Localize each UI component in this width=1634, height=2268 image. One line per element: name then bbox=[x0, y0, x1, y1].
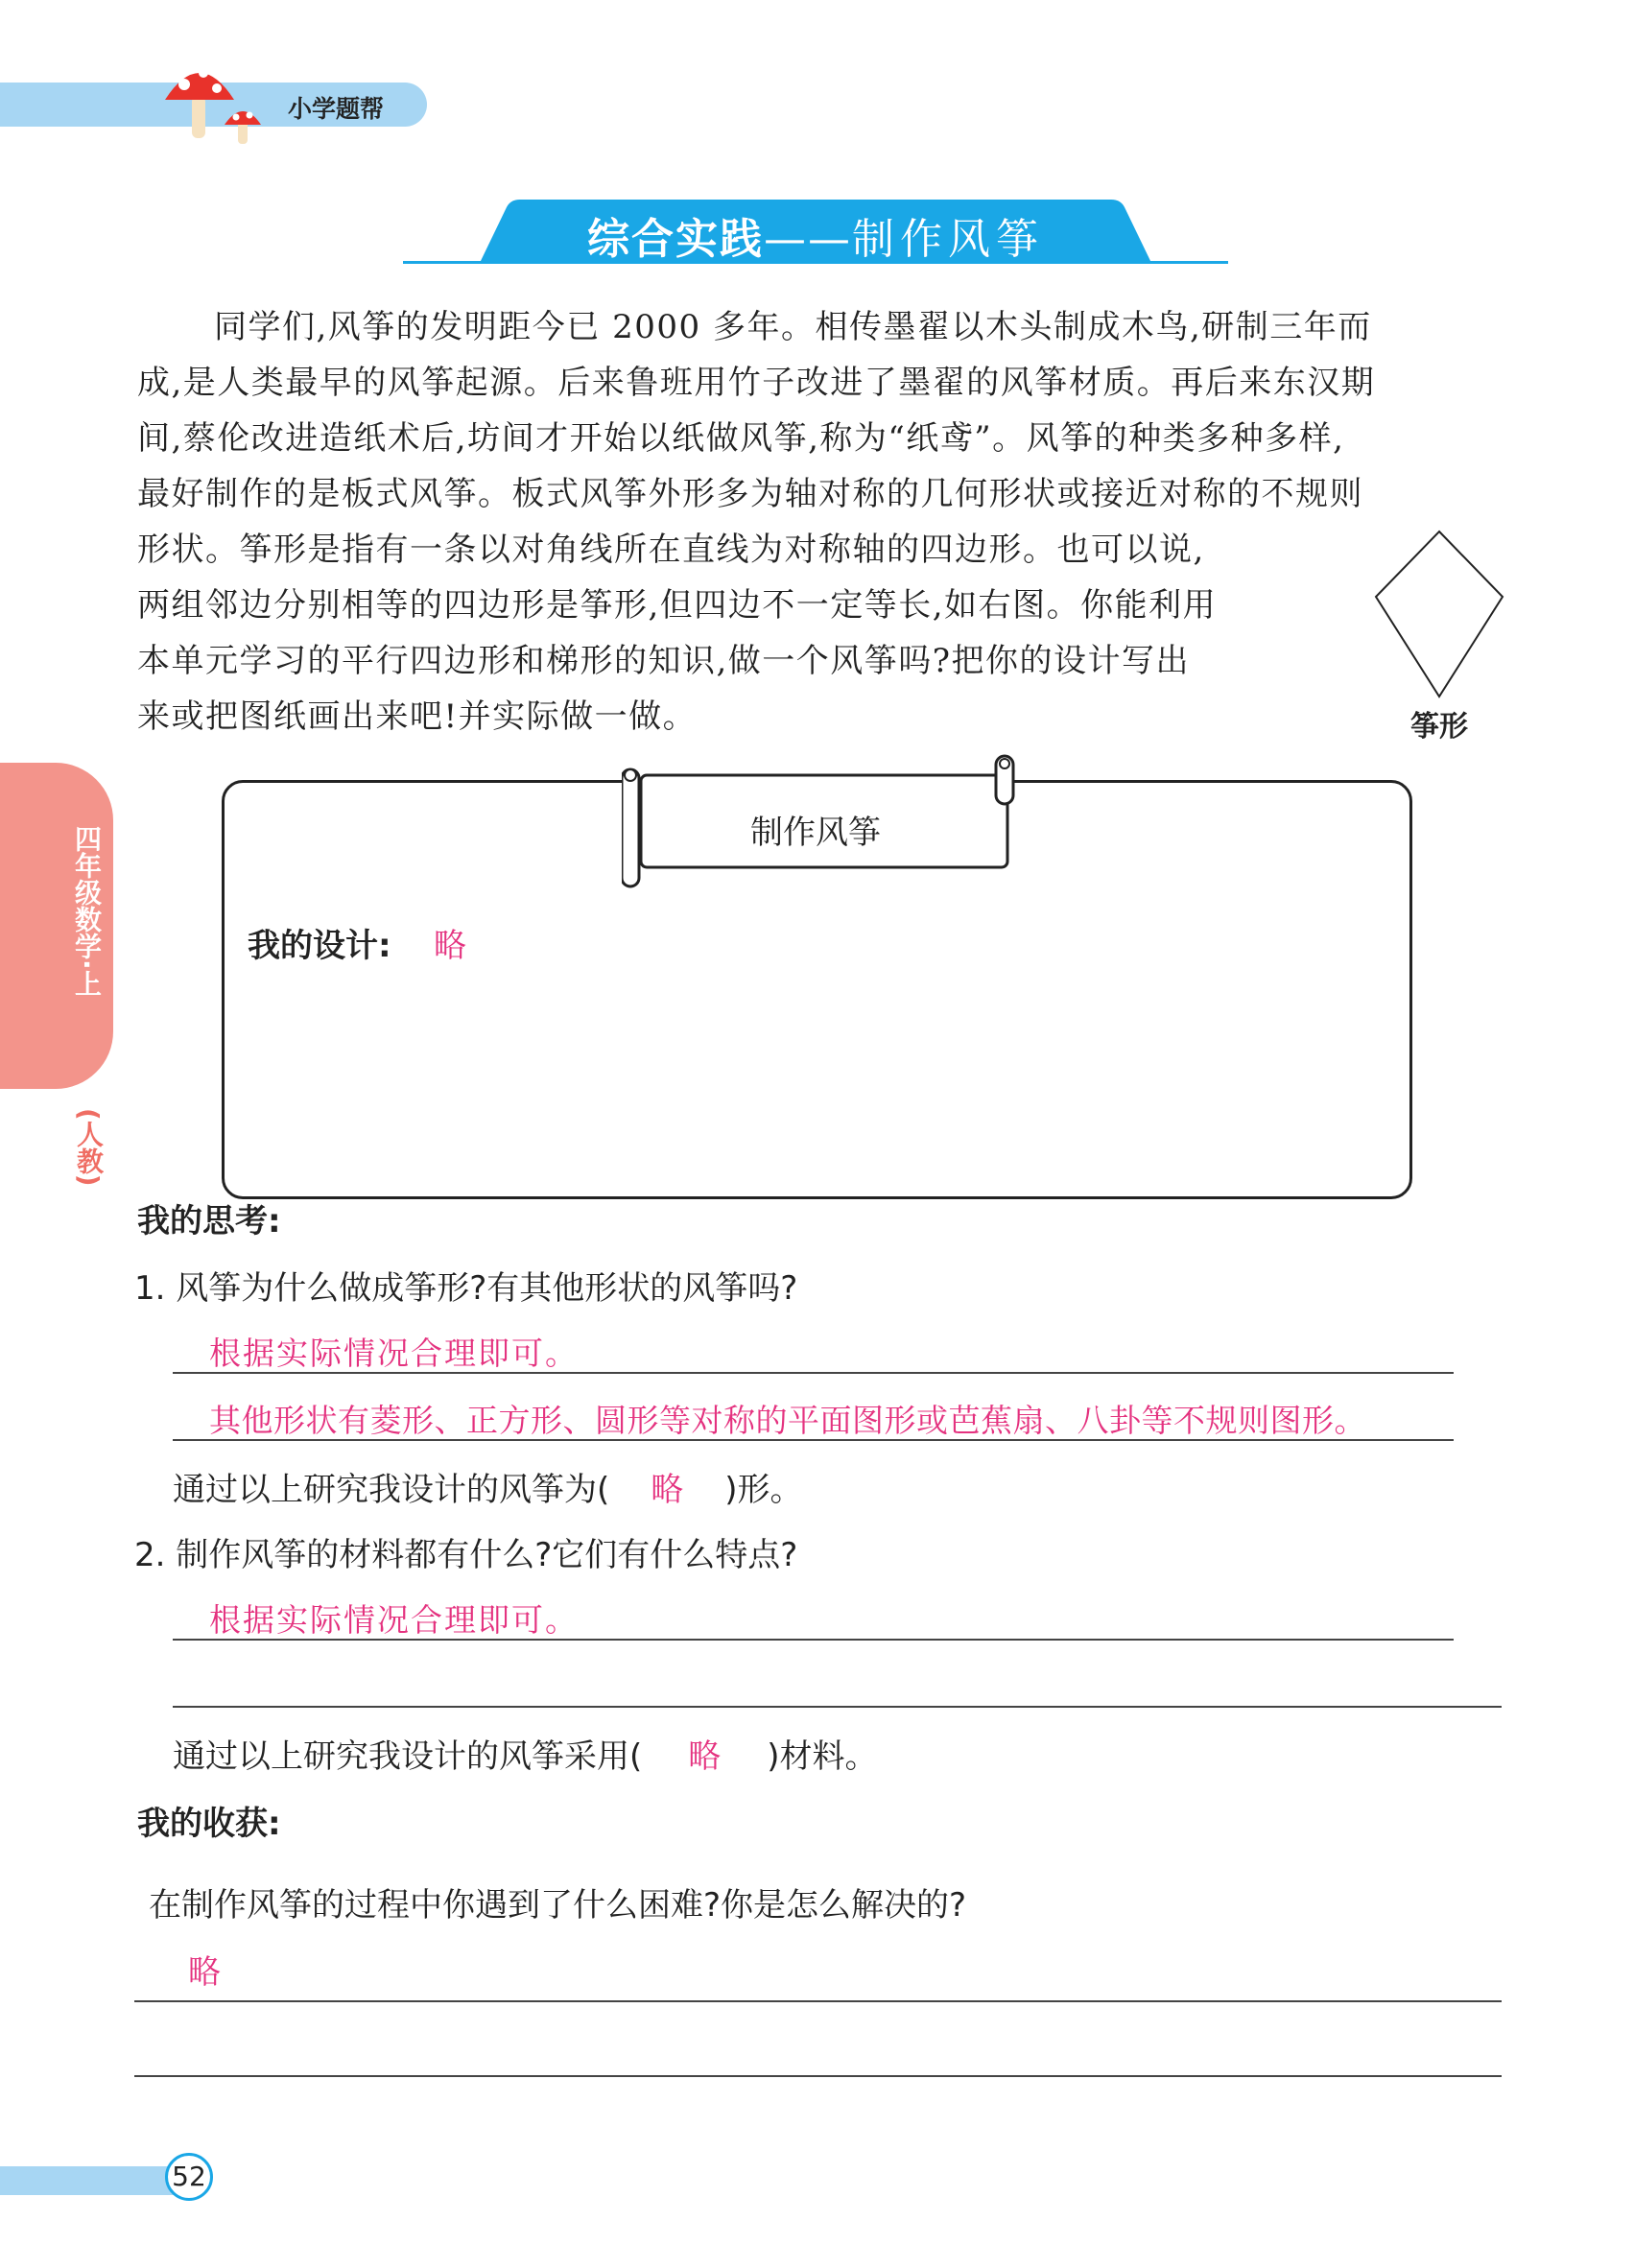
answer-rule bbox=[134, 2000, 1502, 2002]
q2-fill-after: )材料。 bbox=[767, 1737, 878, 1776]
answer-rule bbox=[173, 1439, 1454, 1441]
q1-fill-after: )形。 bbox=[724, 1471, 803, 1509]
q2-fill-before: 通过以上研究我设计的风筝采用( bbox=[173, 1737, 643, 1776]
intro-paragraph bbox=[137, 299, 1500, 744]
intro-line: 形状。筝形是指有一条以对角线所在直线为对称轴的四边形。也可以说, bbox=[137, 531, 1205, 569]
page-number: 52 bbox=[165, 2153, 213, 2201]
answer-rule bbox=[173, 1372, 1454, 1374]
q2-answer-1: 根据实际情况合理即可。 bbox=[209, 1601, 579, 1639]
footer-band bbox=[0, 2166, 178, 2195]
intro-line: 成,是人类最早的风筝起源。后来鲁班用竹子改进了墨翟的风筝材质。再后来东汉期 bbox=[137, 364, 1376, 402]
q2-fill-sentence bbox=[173, 1730, 878, 1777]
q1-answer-1: 根据实际情况合理即可。 bbox=[209, 1335, 579, 1372]
question-2: 2. 制作风筝的材料都有什么?它们有什么特点? bbox=[134, 1536, 798, 1574]
q1-fill-answer: 略 bbox=[651, 1471, 684, 1509]
q1-answer-2: 其他形状有菱形、正方形、圆形等对称的平面图形或芭蕉扇、八卦等不规则图形。 bbox=[209, 1402, 1366, 1439]
design-label: 我的设计: bbox=[248, 927, 391, 965]
q1-fill-sentence bbox=[173, 1463, 803, 1510]
title-sub: 制作风筝 bbox=[852, 215, 1044, 264]
title-dash: —— bbox=[764, 215, 852, 264]
intro-line: 间,蔡伦改进造纸术后,坊间才开始以纸做风筝,称为“纸鸢”。风筝的种类多种多样, bbox=[137, 419, 1345, 458]
scroll-title: 制作风筝 bbox=[750, 814, 881, 852]
design-answer: 略 bbox=[434, 927, 466, 965]
page-title bbox=[480, 204, 1151, 266]
kite-caption: 筝形 bbox=[1410, 710, 1468, 744]
answer-rule bbox=[173, 1639, 1454, 1641]
edition-label: (人教) bbox=[73, 1108, 105, 1187]
intro-line: 两组邻边分别相等的四边形是筝形,但四边不一定等长,如右图。你能利用 bbox=[137, 586, 1218, 625]
intro-line: 最好制作的是板式风筝。板式风筝外形多为轴对称的几何形状或接近对称的不规则 bbox=[137, 475, 1363, 513]
grade-label: 四年级数学·上 bbox=[71, 825, 103, 997]
q2-fill-answer: 略 bbox=[688, 1737, 722, 1776]
q1-fill-before: 通过以上研究我设计的风筝为( bbox=[173, 1471, 610, 1509]
brand-name: 小学题帮 bbox=[288, 95, 385, 123]
intro-line: 本单元学习的平行四边形和梯形的知识,做一个风筝吗?把你的设计写出 bbox=[137, 642, 1191, 680]
harvest-answer: 略 bbox=[188, 1953, 221, 1992]
mushroom-logo-icon bbox=[161, 54, 276, 146]
title-main: 综合实践 bbox=[587, 215, 764, 264]
kite-shape-icon bbox=[1372, 528, 1506, 700]
intro-line: 同学们,风筝的发明距今已 2000 多年。相传墨翟以木头制成木鸟,研制三年而 bbox=[214, 308, 1372, 346]
harvest-label: 我的收获: bbox=[137, 1805, 281, 1843]
thinking-label: 我的思考: bbox=[137, 1202, 281, 1240]
intro-line: 来或把图纸画出来吧!并实际做一做。 bbox=[137, 697, 698, 736]
answer-rule bbox=[134, 2075, 1502, 2077]
question-1: 1. 风筝为什么做成筝形?有其他形状的风筝吗? bbox=[134, 1269, 798, 1308]
answer-rule bbox=[173, 1706, 1502, 1708]
harvest-question: 在制作风筝的过程中你遇到了什么困难?你是怎么解决的? bbox=[149, 1886, 967, 1925]
